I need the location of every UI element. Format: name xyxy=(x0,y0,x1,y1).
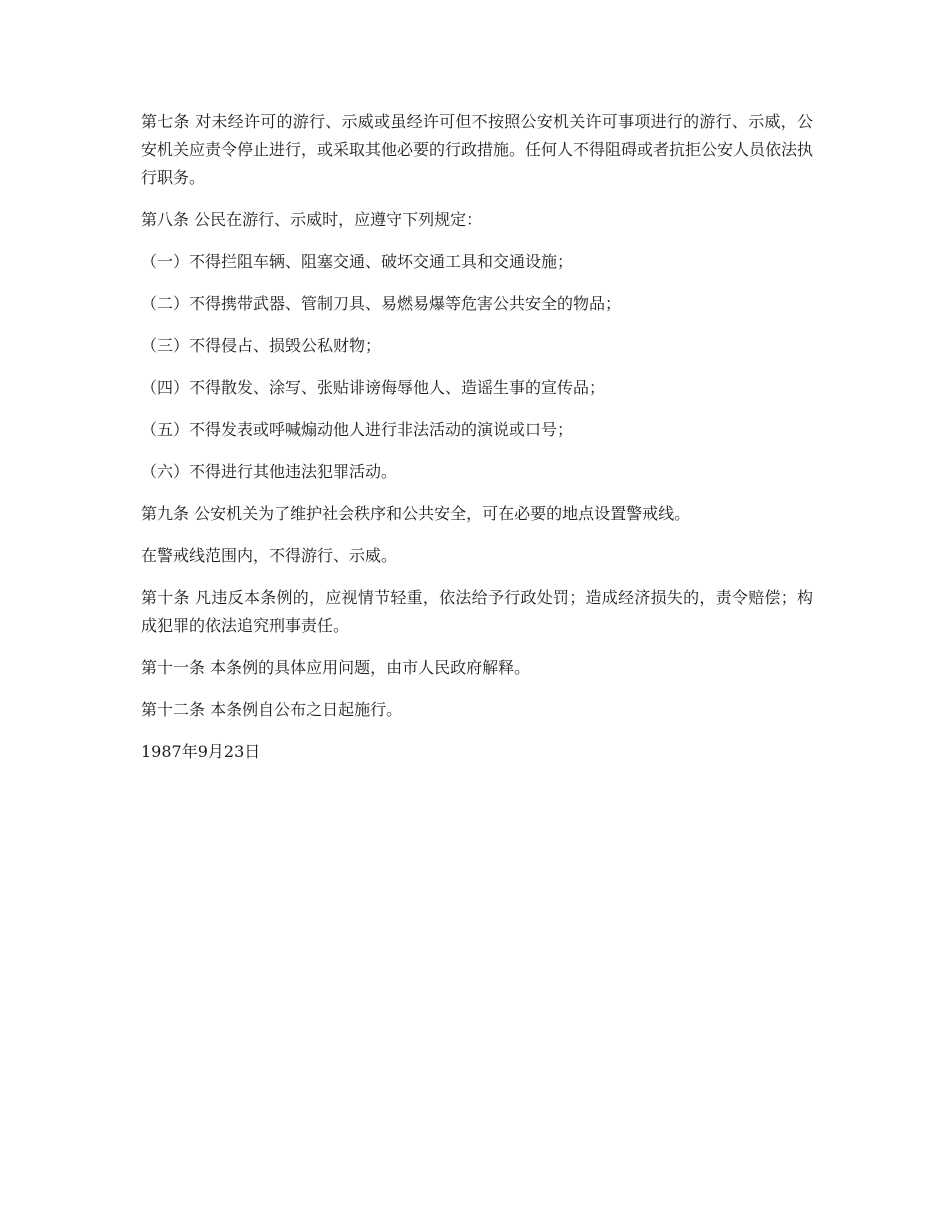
article-11: 第十一条 本条例的具体应用问题，由市人民政府解释。 xyxy=(141,658,531,677)
article-8-item-4: （四）不得散发、涂写、张贴诽谤侮辱他人、造谣生事的宣传品； xyxy=(141,378,606,397)
article-8-item-2: （二）不得携带武器、管制刀具、易燃易爆等危害公共安全的物品； xyxy=(141,294,622,313)
document-body xyxy=(141,108,813,780)
article-9-continued: 在警戒线范围内，不得游行、示威。 xyxy=(141,546,398,565)
article-8-item-3: （三）不得侵占、损毁公私财物； xyxy=(141,336,382,355)
article-10: 第十条 凡违反本条例的，应视情节轻重，依法给予行政处罚；造成经济损失的，责令赔偿；构成犯罪的依法追究刑事责任。 xyxy=(141,588,813,635)
article-9: 第九条 公安机关为了维护社会秩序和公共安全，可在必要的地点设置警戒线。 xyxy=(141,504,691,523)
article-7: 第七条 对未经许可的游行、示威或虽经许可但不按照公安机关许可事项进行的游行、示威，公安机关应责令停止进行，或采取其他必要的行政措施。任何人不得阻碍或者抗拒公安人员依法执行职务。 xyxy=(141,112,814,187)
article-8-item-5: （五）不得发表或呼喊煽动他人进行非法活动的演说或口号； xyxy=(141,420,574,439)
article-8: 第八条 公民在游行、示威时，应遵守下列规定： xyxy=(141,210,483,229)
article-8-item-1: （一）不得拦阻车辆、阻塞交通、破坏交通工具和交通设施； xyxy=(141,252,574,271)
article-12: 第十二条 本条例自公布之日起施行。 xyxy=(141,700,403,719)
document-date: 1987年9月23日 xyxy=(141,742,261,761)
article-8-item-6: （六）不得进行其他违法犯罪活动。 xyxy=(141,462,398,481)
